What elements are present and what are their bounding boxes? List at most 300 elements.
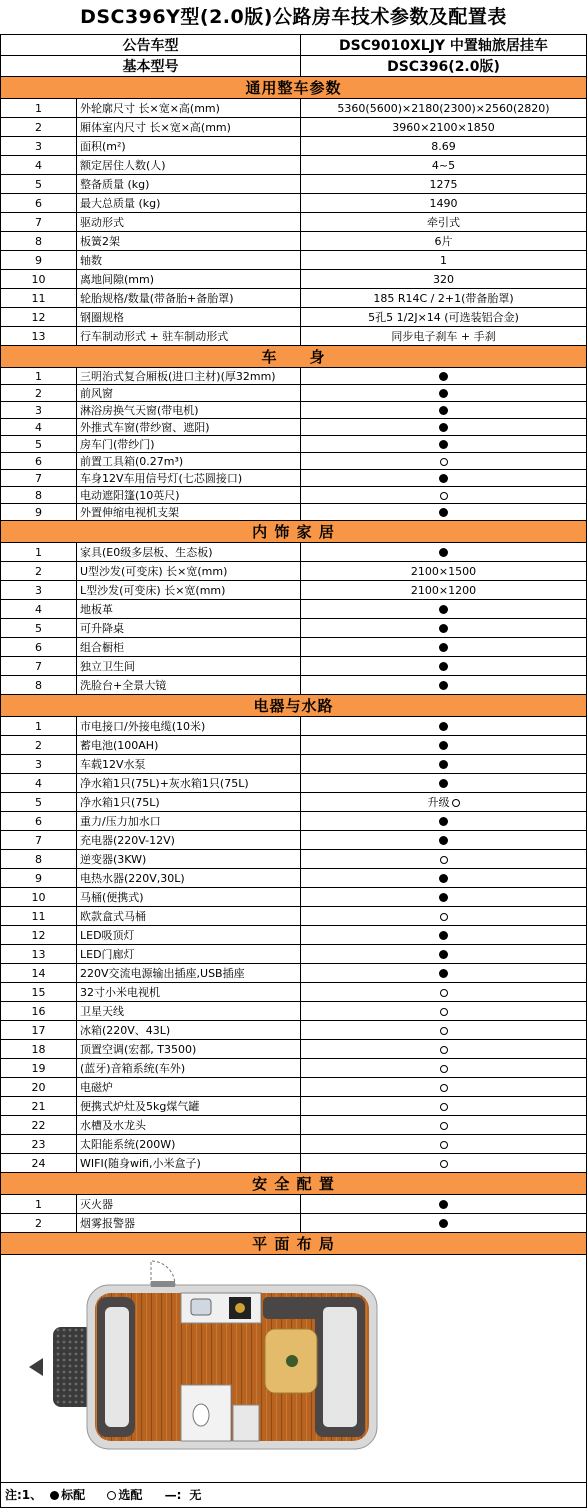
value-text: 320 (433, 272, 454, 286)
spec-table (0, 34, 587, 1483)
table-row (1, 869, 587, 888)
item-value (301, 368, 587, 385)
row-number: 9 (1, 869, 77, 888)
section-header (1, 695, 587, 717)
value-text: 6片 (434, 235, 453, 248)
optional-ring-icon (440, 1103, 448, 1111)
spec-table-body (1, 35, 587, 1483)
row-number: 13 (1, 945, 77, 964)
table-row (1, 717, 587, 736)
item-name: 充电器(220V-12V) (77, 831, 301, 850)
section-header (1, 521, 587, 543)
item-value (301, 270, 587, 289)
row-number: 6 (1, 194, 77, 213)
item-value (301, 1135, 587, 1154)
optional-ring-icon (440, 1122, 448, 1130)
value-text: 2100×1500 (410, 564, 477, 578)
item-value (301, 194, 587, 213)
item-value (301, 945, 587, 964)
row-number: 1 (1, 99, 77, 118)
section-title: 车 身 (1, 346, 587, 368)
optional-ring-icon (440, 1084, 448, 1092)
value-text: 同步电子刹车 + 手刹 (391, 330, 496, 343)
item-value (301, 213, 587, 232)
row-number: 12 (1, 926, 77, 945)
row-number: 5 (1, 793, 77, 812)
row-number: 7 (1, 831, 77, 850)
item-value (301, 983, 587, 1002)
table-row (1, 562, 587, 581)
table-row (1, 736, 587, 755)
item-value (301, 562, 587, 581)
table-row (1, 945, 587, 964)
row-number: 1 (1, 1195, 77, 1214)
optional-ring-icon (440, 1065, 448, 1073)
item-name: 太阳能系统(200W) (77, 1135, 301, 1154)
item-name: 面积(m²) (77, 137, 301, 156)
floor-plan-row (1, 1255, 587, 1483)
item-name: 欧款盒式马桶 (77, 907, 301, 926)
table-row (1, 907, 587, 926)
section-header (1, 346, 587, 368)
item-value (301, 736, 587, 755)
item-value (301, 487, 587, 504)
item-value (301, 118, 587, 137)
item-value (301, 1154, 587, 1173)
table-row (1, 194, 587, 213)
item-name: 蓄电池(100AH) (77, 736, 301, 755)
item-value (301, 470, 587, 487)
row-number: 2 (1, 736, 77, 755)
row-number: 1 (1, 717, 77, 736)
standard-dot-icon (439, 389, 448, 398)
item-name: 外推式车窗(带纱窗、遮阳) (77, 419, 301, 436)
header-label: 公告车型 (1, 35, 301, 56)
table-row (1, 156, 587, 175)
front-sofa (97, 1297, 135, 1437)
optional-ring-icon (440, 1046, 448, 1054)
table-row (1, 327, 587, 346)
item-value (301, 137, 587, 156)
item-name: 独立卫生间 (77, 657, 301, 676)
table-row (1, 755, 587, 774)
item-name: 顶置空调(宏都, T3500) (77, 1040, 301, 1059)
item-value (301, 774, 587, 793)
standard-dot-icon (439, 931, 448, 940)
dining-table (265, 1329, 317, 1393)
item-name: 地板革 (77, 600, 301, 619)
value-text: 5孔5 1/2J×14 (可选装铝合金) (368, 311, 519, 324)
item-value (301, 676, 587, 695)
table-row (1, 1116, 587, 1135)
item-value (301, 156, 587, 175)
row-number: 4 (1, 774, 77, 793)
table-row (1, 793, 587, 812)
standard-dot-icon (439, 605, 448, 614)
table-row (1, 453, 587, 470)
table-row (1, 385, 587, 402)
item-value (301, 657, 587, 676)
standard-dot-icon (439, 474, 448, 483)
item-value (301, 385, 587, 402)
table-row (1, 213, 587, 232)
item-name: 马桶(便携式) (77, 888, 301, 907)
item-value (301, 1097, 587, 1116)
tow-arrow-icon (29, 1358, 43, 1376)
table-row (1, 850, 587, 869)
table-row (1, 402, 587, 419)
item-name: 整备质量 (kg) (77, 175, 301, 194)
section-header (1, 1173, 587, 1195)
row-number: 2 (1, 118, 77, 137)
row-number: 11 (1, 907, 77, 926)
value-text: 5360(5600)×2180(2300)×2560(2820) (337, 101, 550, 115)
value-text: 8.69 (431, 139, 456, 153)
row-number: 4 (1, 419, 77, 436)
row-number: 20 (1, 1078, 77, 1097)
optional-ring-icon (440, 1141, 448, 1149)
table-row (1, 419, 587, 436)
table-row (1, 1040, 587, 1059)
table-row (1, 137, 587, 156)
row-number: 19 (1, 1059, 77, 1078)
row-number: 6 (1, 638, 77, 657)
row-number: 1 (1, 543, 77, 562)
item-value (301, 793, 587, 812)
item-value (301, 869, 587, 888)
table-row (1, 1195, 587, 1214)
standard-dot-icon (439, 722, 448, 731)
row-number: 1 (1, 368, 77, 385)
item-name: 净水箱1只(75L) (77, 793, 301, 812)
row-number: 23 (1, 1135, 77, 1154)
legend-prefix: 注:1、 (5, 1488, 43, 1502)
item-value (301, 1214, 587, 1233)
item-value (301, 1078, 587, 1097)
item-value (301, 1021, 587, 1040)
standard-dot-icon (439, 423, 448, 432)
item-name: 冰箱(220V、43L) (77, 1021, 301, 1040)
row-number: 3 (1, 402, 77, 419)
item-value (301, 99, 587, 118)
value-text: 2100×1200 (410, 583, 477, 597)
item-name: 卫星天线 (77, 1002, 301, 1021)
kitchen-counter (181, 1293, 261, 1323)
row-number: 18 (1, 1040, 77, 1059)
standard-dot-icon (439, 836, 448, 845)
item-name: 板簧2架 (77, 232, 301, 251)
document-title: DSC396Y型(2.0版)公路房车技术参数及配置表 (80, 6, 507, 28)
item-name: 外轮廓尺寸 长×宽×高(mm) (77, 99, 301, 118)
item-name: 厢体室内尺寸 长×宽×高(mm) (77, 118, 301, 137)
row-number: 10 (1, 888, 77, 907)
legend-standard: 标配 (61, 1488, 86, 1502)
row-number: 8 (1, 232, 77, 251)
optional-ring-icon (452, 799, 460, 807)
standard-dot-icon (439, 950, 448, 959)
section-title: 内 饰 家 居 (1, 521, 587, 543)
item-value (301, 812, 587, 831)
item-name: 最大总质量 (kg) (77, 194, 301, 213)
table-row (1, 1135, 587, 1154)
row-number: 7 (1, 470, 77, 487)
floor-plan-cell (1, 1255, 587, 1483)
legend-none-symbol: —: (164, 1488, 182, 1502)
standard-dot-icon (439, 817, 448, 826)
value-text: 1275 (429, 177, 458, 191)
value-text: 升级 (427, 796, 450, 809)
row-number: 3 (1, 137, 77, 156)
item-name: L型沙发(可变床) 长×宽(mm) (77, 581, 301, 600)
item-value (301, 1002, 587, 1021)
table-row (1, 232, 587, 251)
value-text: 185 R14C / 2+1(带备胎罩) (373, 292, 514, 305)
item-name: U型沙发(可变床) 长×宽(mm) (77, 562, 301, 581)
row-number: 5 (1, 619, 77, 638)
row-number: 12 (1, 308, 77, 327)
item-name: 车载12V水泵 (77, 755, 301, 774)
table-row (1, 983, 587, 1002)
item-name: 烟雾报警器 (77, 1214, 301, 1233)
value-text: 1490 (429, 196, 458, 210)
item-value (301, 543, 587, 562)
item-value (301, 308, 587, 327)
row-number: 2 (1, 385, 77, 402)
item-value (301, 600, 587, 619)
row-number: 2 (1, 562, 77, 581)
item-name: LED吸顶灯 (77, 926, 301, 945)
table-row (1, 99, 587, 118)
item-value (301, 581, 587, 600)
item-value (301, 888, 587, 907)
value-text: 4~5 (431, 158, 456, 172)
optional-ring-icon (440, 492, 448, 500)
standard-dot-icon (439, 893, 448, 902)
section-title: 电器与水路 (1, 695, 587, 717)
table-row (1, 487, 587, 504)
optional-ring-icon (440, 458, 448, 466)
table-row (1, 368, 587, 385)
value-text: 1 (440, 253, 447, 267)
row-number: 2 (1, 1214, 77, 1233)
item-value (301, 717, 587, 736)
standard-dot-icon (439, 440, 448, 449)
table-row (1, 831, 587, 850)
section-title: 安 全 配 置 (1, 1173, 587, 1195)
standard-dot-icon (439, 969, 448, 978)
item-name: 行车制动形式 + 驻车制动形式 (77, 327, 301, 346)
standard-dot-icon (439, 406, 448, 415)
item-name: 便携式炉灶及5kg煤气罐 (77, 1097, 301, 1116)
item-name: 可升降桌 (77, 619, 301, 638)
standard-dot-icon (439, 624, 448, 633)
section-header (1, 1233, 587, 1255)
header-row (1, 56, 587, 77)
item-name: 外置伸缩电视机支架 (77, 504, 301, 521)
value-text: 3960×2100×1850 (392, 120, 495, 134)
table-row (1, 1002, 587, 1021)
legend-none: 无 (189, 1488, 202, 1502)
item-value (301, 419, 587, 436)
table-row (1, 270, 587, 289)
item-name: 车身12V车用信号灯(七芯圆接口) (77, 470, 301, 487)
row-number: 8 (1, 850, 77, 869)
table-row (1, 436, 587, 453)
item-value (301, 504, 587, 521)
table-row (1, 812, 587, 831)
item-name: 三明治式复合厢板(进口主材)(厚32mm) (77, 368, 301, 385)
table-row (1, 118, 587, 137)
table-row (1, 676, 587, 695)
item-name: 32寸小米电视机 (77, 983, 301, 1002)
item-name: 轮胎规格/数量(带备胎+备胎罩) (77, 289, 301, 308)
item-name: 家具(E0级多层板、生态板) (77, 543, 301, 562)
item-value (301, 1059, 587, 1078)
item-name: 净水箱1只(75L)+灰水箱1只(75L) (77, 774, 301, 793)
item-name: WIFI(随身wifi,小米盒子) (77, 1154, 301, 1173)
table-row (1, 619, 587, 638)
item-name: 轴数 (77, 251, 301, 270)
row-number: 16 (1, 1002, 77, 1021)
optional-ring-icon (440, 1027, 448, 1035)
row-number: 7 (1, 213, 77, 232)
table-row (1, 504, 587, 521)
row-number: 11 (1, 289, 77, 308)
item-value (301, 251, 587, 270)
table-row (1, 926, 587, 945)
item-name: 重力/压力加水口 (77, 812, 301, 831)
item-value (301, 964, 587, 983)
section-header (1, 77, 587, 99)
table-row (1, 251, 587, 270)
row-number: 9 (1, 251, 77, 270)
optional-ring-icon (440, 989, 448, 997)
item-value (301, 638, 587, 657)
item-name: 离地间隙(mm) (77, 270, 301, 289)
table-row (1, 1078, 587, 1097)
table-row (1, 308, 587, 327)
table-row (1, 1154, 587, 1173)
item-value (301, 907, 587, 926)
standard-dot-icon (439, 779, 448, 788)
table-row (1, 1097, 587, 1116)
row-number: 8 (1, 676, 77, 695)
row-number: 15 (1, 983, 77, 1002)
standard-dot-icon (439, 760, 448, 769)
table-row (1, 581, 587, 600)
item-value (301, 619, 587, 638)
row-number: 7 (1, 657, 77, 676)
standard-dot-icon (439, 548, 448, 557)
item-name: 淋浴房换气天窗(带电机) (77, 402, 301, 419)
floor-plan-image (1, 1255, 586, 1479)
standard-dot-icon (439, 372, 448, 381)
item-name: 钢圈规格 (77, 308, 301, 327)
value-text: 牵引式 (427, 216, 460, 229)
item-value (301, 850, 587, 869)
row-number: 21 (1, 1097, 77, 1116)
row-number: 3 (1, 755, 77, 774)
standard-dot-icon (439, 662, 448, 671)
item-value (301, 232, 587, 251)
optional-ring-icon (440, 856, 448, 864)
standard-dot-icon (439, 874, 448, 883)
row-number: 6 (1, 453, 77, 470)
standard-dot-icon (439, 643, 448, 652)
item-value (301, 436, 587, 453)
table-row (1, 600, 587, 619)
table-row (1, 470, 587, 487)
item-value (301, 926, 587, 945)
item-name: 组合橱柜 (77, 638, 301, 657)
item-value (301, 402, 587, 419)
row-number: 4 (1, 156, 77, 175)
table-row (1, 1214, 587, 1233)
row-number: 22 (1, 1116, 77, 1135)
standard-dot-icon (439, 681, 448, 690)
header-value: DSC396(2.0版) (301, 56, 587, 77)
item-value (301, 175, 587, 194)
item-value (301, 289, 587, 308)
legend-optional: 选配 (118, 1488, 143, 1502)
item-name: 逆变器(3KW) (77, 850, 301, 869)
row-number: 17 (1, 1021, 77, 1040)
row-number: 4 (1, 600, 77, 619)
row-number: 10 (1, 270, 77, 289)
header-row (1, 35, 587, 56)
item-value (301, 1040, 587, 1059)
standard-dot-icon (50, 1491, 59, 1500)
item-name: 房车门(带纱门) (77, 436, 301, 453)
row-number: 3 (1, 581, 77, 600)
item-value (301, 1116, 587, 1135)
row-number: 13 (1, 327, 77, 346)
table-row (1, 1021, 587, 1040)
standard-dot-icon (439, 1219, 448, 1228)
row-number: 24 (1, 1154, 77, 1173)
item-value (301, 755, 587, 774)
row-number: 5 (1, 175, 77, 194)
entry-door (151, 1261, 175, 1287)
item-name: 电动遮阳篷(10英尺) (77, 487, 301, 504)
table-row (1, 774, 587, 793)
table-row (1, 638, 587, 657)
optional-ring-icon (440, 1008, 448, 1016)
table-row (1, 289, 587, 308)
table-row (1, 1059, 587, 1078)
standard-dot-icon (439, 1200, 448, 1209)
row-number: 14 (1, 964, 77, 983)
header-label: 基本型号 (1, 56, 301, 77)
standard-dot-icon (439, 508, 448, 517)
item-name: 洗脸台+全景大镜 (77, 676, 301, 695)
table-row (1, 175, 587, 194)
item-name: 电磁炉 (77, 1078, 301, 1097)
table-row (1, 657, 587, 676)
layout-title: 平 面 布 局 (1, 1233, 587, 1255)
item-name: (蓝牙)音箱系统(车外) (77, 1059, 301, 1078)
table-row (1, 543, 587, 562)
standard-dot-icon (439, 741, 448, 750)
item-name: 驱动形式 (77, 213, 301, 232)
item-name: 220V交流电源输出插座,USB插座 (77, 964, 301, 983)
row-number: 5 (1, 436, 77, 453)
table-row (1, 964, 587, 983)
item-value (301, 1195, 587, 1214)
item-name: LED门廊灯 (77, 945, 301, 964)
optional-ring-icon (107, 1491, 116, 1500)
item-value (301, 453, 587, 470)
